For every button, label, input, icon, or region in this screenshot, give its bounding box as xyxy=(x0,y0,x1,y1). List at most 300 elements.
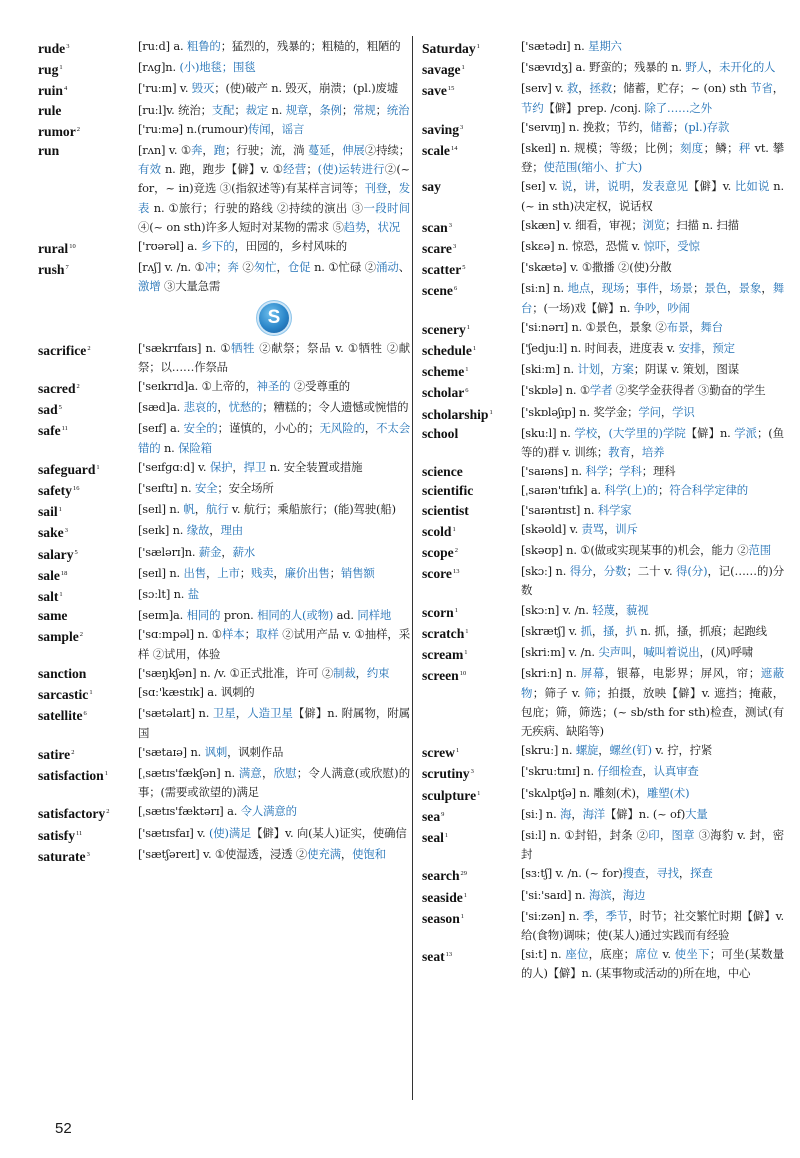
headword xyxy=(422,501,521,520)
definition xyxy=(521,762,784,781)
definition-text: ['seɪftɪ] n. xyxy=(138,481,195,496)
definition-text: n. ①旅行；行驶的路线 ②持续的演出 ③ xyxy=(149,200,364,215)
frequency-count: 5 xyxy=(58,404,62,412)
highlighted-meaning: 使范围(缩小、扩大) xyxy=(543,160,642,175)
definition xyxy=(521,424,784,462)
headword xyxy=(422,664,521,685)
highlighted-meaning: 悲哀的 xyxy=(183,400,218,415)
definition-text: ， xyxy=(594,908,606,923)
entry-sake xyxy=(38,521,410,542)
definition-text: ； xyxy=(607,464,620,479)
definition-text: ， xyxy=(262,765,274,780)
definition-text: ['seɪkrɪd]a. ①上帝的， xyxy=(138,379,257,394)
entry-scholarship xyxy=(422,403,784,424)
highlighted-meaning: 取样 xyxy=(255,627,279,642)
definition-text: [ˌsaɪən'tɪfɪk] a. xyxy=(521,483,605,498)
definition-text: ， xyxy=(761,281,773,296)
highlighted-meaning: (大学里的)学院 xyxy=(608,425,686,440)
headword xyxy=(38,521,138,542)
definition xyxy=(521,886,784,905)
definition-text: ；糟糕的；令人遗憾或惋惜的 xyxy=(262,400,409,415)
definition xyxy=(138,824,410,843)
frequency-count: 5 xyxy=(74,548,78,556)
highlighted-meaning: 藐视 xyxy=(626,602,649,617)
definition-text: ； xyxy=(239,565,251,580)
entry-scale xyxy=(422,139,784,177)
highlighted-meaning: 卫星 xyxy=(212,706,236,721)
highlighted-meaning: 匆忙 xyxy=(253,260,277,275)
definition-text: ；储蓄，贮存；~ (on) sth xyxy=(611,81,751,96)
definition xyxy=(138,419,410,457)
highlighted-meaning: 计划 xyxy=(577,362,600,377)
headword-text: season xyxy=(422,910,460,926)
definition-text: [skeɪl] n. 规模；等级；比例； xyxy=(521,141,680,156)
highlighted-meaning: 使饱和 xyxy=(352,846,386,861)
highlighted-meaning: 牺牲 xyxy=(231,340,256,355)
highlighted-meaning: 贱卖 xyxy=(250,565,274,580)
highlighted-meaning: 帆 xyxy=(183,502,195,517)
highlighted-meaning: 刻度 xyxy=(679,141,704,156)
entry-season xyxy=(422,907,784,945)
definition-text: 【僻】v. 向(某人)证实，使确信 xyxy=(251,825,407,840)
definition xyxy=(521,541,784,560)
entry-sea xyxy=(422,805,784,826)
headword-text: sale xyxy=(38,567,60,583)
headword xyxy=(422,403,521,424)
headword-text: run xyxy=(38,143,60,159)
definition-text: ['skruːtɪnɪ] n. xyxy=(521,764,598,779)
definition-text: ad. xyxy=(333,608,358,623)
definition-text: ['skætə] v. ①撒播 ②(使)分散 xyxy=(521,260,672,275)
highlighted-meaning: 不太会错的 xyxy=(138,421,410,455)
definition-text: ， xyxy=(707,60,720,75)
definition xyxy=(521,118,784,137)
definition-text: ②受尊重的 xyxy=(290,379,351,394)
definition-text: n. 抓，搔，抓痕；起跑线 xyxy=(636,623,767,638)
definition-text: [seɪm]a. xyxy=(138,608,187,623)
definition-text: ； xyxy=(306,162,318,177)
entry-salt xyxy=(38,585,410,606)
definition-text: [skəʊld] v. xyxy=(521,521,582,536)
highlighted-meaning: 图章 xyxy=(671,827,695,842)
entry-seaside xyxy=(422,886,784,907)
headword xyxy=(38,704,138,725)
headword-text: scatter xyxy=(422,262,462,278)
highlighted-meaning: 谣言 xyxy=(281,121,305,136)
definition-text: ， xyxy=(209,523,221,538)
headword xyxy=(38,824,138,845)
highlighted-meaning: 冲 xyxy=(204,260,217,275)
definition-text: v. 航行；乘船旅行；(能)驾驶(船) xyxy=(228,502,396,517)
highlighted-meaning: 受惊 xyxy=(677,239,700,254)
entry-rumor xyxy=(38,120,410,141)
definition-text: ['sætədɪ] n. xyxy=(521,39,589,53)
headword xyxy=(422,541,521,562)
definition-text: ③大量急需 xyxy=(160,279,221,294)
headword-text: scholarship xyxy=(422,406,489,422)
highlighted-meaning: 印 xyxy=(648,827,660,842)
highlighted-meaning: (使)运转进行 xyxy=(317,162,385,177)
highlighted-meaning: 现场 xyxy=(601,281,625,296)
highlighted-meaning: 海滨 xyxy=(589,887,612,902)
highlighted-meaning: 传闻 xyxy=(248,121,271,136)
definition xyxy=(521,562,784,600)
frequency-count: 1 xyxy=(477,789,481,797)
entry-saturday xyxy=(422,37,784,58)
highlighted-meaning: 方案 xyxy=(611,362,634,377)
definition-text: n. 安全装置或措施 xyxy=(266,459,363,474)
entry-sad xyxy=(38,398,410,419)
frequency-count: 1 xyxy=(89,689,93,697)
definition-text: ② xyxy=(238,260,254,275)
definition-text: ③海豹 v. 封，密封 xyxy=(521,827,784,862)
headword xyxy=(422,37,521,58)
highlighted-meaning: 培养 xyxy=(641,445,665,460)
definition-text: ；行驶；流，淌 xyxy=(225,143,309,158)
entry-sacred xyxy=(38,377,410,398)
entry-say xyxy=(422,177,784,215)
definition-text: ；二十 v. xyxy=(626,564,677,579)
definition-text: ， xyxy=(632,645,644,660)
frequency-count: 5 xyxy=(462,264,466,272)
definition-text: ；可坐(某数量的人)【僻】n. (某事物或活动的)所在地，中心 xyxy=(521,947,784,981)
entry-sacrifice xyxy=(38,339,410,377)
headword xyxy=(422,216,521,237)
headword-text: scold xyxy=(422,523,452,539)
frequency-count: 1 xyxy=(59,591,63,599)
headword xyxy=(422,360,521,381)
highlighted-meaning: 相同的人(或物) xyxy=(257,608,334,623)
headword-text: scorn xyxy=(422,604,454,620)
highlighted-meaning: 科学家 xyxy=(597,502,632,517)
frequency-count: 11 xyxy=(76,829,83,837)
headword-text: salt xyxy=(38,589,59,605)
entry-saturate xyxy=(38,845,410,866)
definition-text: ； xyxy=(341,102,354,117)
headword-text: sculpture xyxy=(422,787,477,803)
definition xyxy=(138,479,410,498)
definition xyxy=(138,141,410,237)
highlighted-meaning: 席位 xyxy=(634,947,659,962)
headword-text: seal xyxy=(422,829,444,845)
highlighted-meaning: 涌动 xyxy=(376,260,399,275)
headword xyxy=(422,562,521,583)
headword xyxy=(422,481,521,500)
definition xyxy=(138,458,410,477)
frequency-count: 13 xyxy=(445,951,453,959)
frequency-count: 14 xyxy=(450,145,458,153)
headword xyxy=(38,606,138,625)
entry-sarcastic xyxy=(38,683,410,704)
definition-text: ['skɒlə] n. ① xyxy=(521,383,590,398)
headword xyxy=(422,886,521,907)
headword xyxy=(38,101,138,120)
highlighted-meaning: 奔 xyxy=(191,143,203,158)
headword xyxy=(422,118,521,139)
definition-text: ['sæŋkʃən] n. /v. ①正式批准，许可 ② xyxy=(138,665,334,680)
definition xyxy=(521,216,784,235)
definition-text: [seɪv] v. xyxy=(521,81,567,96)
definition-text: ， xyxy=(340,846,353,861)
headword xyxy=(38,237,138,258)
highlighted-meaning: 喊叫着说出 xyxy=(643,645,700,660)
definition-text: 、 xyxy=(398,260,411,275)
definition-text: ；(一场)戏【僻】n. xyxy=(532,300,634,315)
frequency-count: 1 xyxy=(58,506,62,514)
headword-text: safety xyxy=(38,483,72,499)
entry-scan xyxy=(422,216,784,237)
definition xyxy=(521,403,784,422)
frequency-count: 1 xyxy=(460,912,465,920)
definition-text: ， xyxy=(276,260,288,275)
highlighted-meaning: 裁定 xyxy=(245,102,269,117)
highlighted-meaning: 季 xyxy=(582,908,595,923)
definition xyxy=(138,58,410,77)
headword xyxy=(38,79,138,100)
highlighted-meaning: 遮蔽物 xyxy=(521,666,785,700)
definition-text: ['sɑːmpəl] n. ① xyxy=(138,627,222,642)
highlighted-meaning: 科学(上)的 xyxy=(604,483,659,498)
highlighted-meaning: 科学 xyxy=(585,464,608,479)
highlighted-meaning: 浏览 xyxy=(642,217,666,232)
headword xyxy=(38,120,138,141)
definition xyxy=(138,585,410,604)
headword xyxy=(38,419,138,440)
definition xyxy=(138,258,410,296)
definition-text: [ˌsætɪs'fæktərɪ] a. xyxy=(138,804,241,819)
definition-text: ，时节；社交繁忙时期【僻】v. 给(食物)调味；使(某人)通过实践而有经验 xyxy=(521,908,784,942)
definition-text: ['seɪfɡɑːd] v. xyxy=(138,459,210,474)
definition xyxy=(521,622,784,641)
highlighted-meaning: (使)满足 xyxy=(208,825,252,840)
highlighted-meaning: 大量 xyxy=(685,806,708,821)
frequency-count: 1 xyxy=(465,627,469,635)
entry-rug xyxy=(38,58,410,79)
definition xyxy=(138,101,410,120)
definition-text: [sɜːtʃ] v. /n. (~ for) xyxy=(521,866,623,881)
definition-text: ； xyxy=(329,565,341,580)
highlighted-meaning: 野人 xyxy=(685,60,708,75)
headword-text: scientific xyxy=(422,483,474,499)
definition-text: ， xyxy=(364,421,377,436)
definition-text: [siːl] n. ①封铅，封条 ② xyxy=(521,827,649,842)
headword xyxy=(38,664,138,683)
page-number: 52 xyxy=(55,1120,72,1137)
frequency-count: 7 xyxy=(65,264,69,272)
highlighted-meaning: 保险箱 xyxy=(178,440,212,455)
definition xyxy=(521,360,784,379)
highlighted-meaning: 制裁 xyxy=(333,665,356,680)
definition xyxy=(521,237,784,256)
highlighted-meaning: 地点 xyxy=(567,281,591,296)
definition xyxy=(138,802,410,821)
definition-text: [seɪk] n. xyxy=(138,523,187,538)
entry-satellite xyxy=(38,704,410,742)
frequency-count: 1 xyxy=(454,606,458,614)
highlighted-meaning: 安排 xyxy=(678,341,702,356)
definition-text: ， xyxy=(630,179,643,194)
highlighted-meaning: 探查 xyxy=(690,866,713,881)
highlighted-meaning: 航行 xyxy=(205,502,229,517)
headword xyxy=(38,398,138,419)
highlighted-meaning: 上市 xyxy=(217,565,240,580)
frequency-count: 3 xyxy=(86,850,90,858)
entry-school xyxy=(422,424,784,462)
entry-satisfactory xyxy=(38,802,410,823)
highlighted-meaning: 搔 xyxy=(603,623,615,638)
definition-text: ， xyxy=(308,102,320,117)
highlighted-meaning: 伸展 xyxy=(342,143,365,158)
definition-text: ['saɪəntɪst] n. xyxy=(521,502,598,517)
headword-text: rural xyxy=(38,241,69,257)
headword-text: sea xyxy=(422,808,441,824)
headword-text: rude xyxy=(38,41,66,56)
headword xyxy=(422,279,521,300)
definition xyxy=(138,120,410,139)
headword xyxy=(422,79,521,100)
column-divider xyxy=(412,36,413,1100)
definition-text: [skɔː] n. xyxy=(521,564,570,579)
highlighted-meaning: 分数 xyxy=(603,564,627,579)
headword-text: safe xyxy=(38,423,61,439)
definition-text: [ruːd] a. xyxy=(138,39,187,53)
definition xyxy=(521,339,784,358)
definition-text: ， xyxy=(630,445,642,460)
definition-text: 【僻】v. xyxy=(688,179,735,194)
headword-text: sail xyxy=(38,504,58,520)
definition-text: n. xyxy=(160,440,179,455)
definition-text: vt. 攀登； xyxy=(521,141,785,175)
frequency-count: 3 xyxy=(448,221,452,229)
headword-text: say xyxy=(422,179,441,195)
highlighted-meaning: 未开化的人 xyxy=(719,60,776,75)
definition xyxy=(138,564,410,583)
definition-text: ['sætəlaɪt] n. xyxy=(138,706,213,721)
highlighted-meaning: 筛 xyxy=(584,685,597,700)
frequency-count: 3 xyxy=(470,768,474,776)
highlighted-meaning: 舞台 xyxy=(700,319,723,334)
highlighted-meaning: 满意 xyxy=(238,765,262,780)
definition-text: ['ruːmə] n.(rumour) xyxy=(138,121,249,136)
headword-text: save xyxy=(422,83,447,99)
definition-text: ， xyxy=(592,564,604,579)
definition-text: ['sætɪsfaɪ] v. xyxy=(138,825,209,840)
frequency-count: 1 xyxy=(96,463,100,471)
definition-text: ； xyxy=(672,119,685,134)
headword xyxy=(422,258,521,279)
highlighted-meaning: 符合科学定律的 xyxy=(669,483,748,498)
highlighted-meaning: 轻蔑 xyxy=(592,602,615,617)
highlighted-meaning: 学者 xyxy=(589,383,613,398)
highlighted-meaning: 节约 xyxy=(521,100,544,115)
headword-text: satellite xyxy=(38,708,83,724)
headword xyxy=(38,500,138,521)
frequency-count: 15 xyxy=(447,85,455,93)
headword-text: savage xyxy=(422,62,461,78)
definition-text: ，银幕，电影界；屏风，帘； xyxy=(604,666,761,681)
frequency-count: 3 xyxy=(64,527,68,535)
entry-safety xyxy=(38,479,410,500)
headword-text: science xyxy=(422,464,463,480)
headword-text: sarcastic xyxy=(38,687,89,703)
headword-text: scientist xyxy=(422,502,469,518)
headword-text: scratch xyxy=(422,625,465,641)
highlighted-meaning: 常规 xyxy=(353,102,376,117)
definition xyxy=(521,784,784,803)
definition-text: n. xyxy=(268,102,286,117)
headword xyxy=(38,37,138,58)
definition-text: ， xyxy=(202,143,214,158)
definition-text: [skɛə] n. 惊恐，恐慌 v. xyxy=(521,239,644,254)
definition xyxy=(138,500,410,519)
entry-rule xyxy=(38,101,410,120)
definition-text: ， xyxy=(599,362,612,377)
highlighted-meaning: 景象 xyxy=(738,281,762,296)
definition-text: [skrætʃ] v. xyxy=(521,623,581,638)
headword-text: screen xyxy=(422,668,459,684)
frequency-count: 6 xyxy=(83,710,87,718)
highlighted-meaning: 认真审查 xyxy=(653,764,699,779)
headword xyxy=(422,907,521,928)
headword xyxy=(38,743,138,764)
definition-text: ， xyxy=(642,764,654,779)
headword-text: same xyxy=(38,608,68,624)
entry-same xyxy=(38,606,410,625)
entry-rude xyxy=(38,37,410,58)
headword-text: rule xyxy=(38,102,62,118)
highlighted-meaning: 节省 xyxy=(750,81,773,96)
definition-text: ['ʃedjuːl] n. 时间表，进度表 v. xyxy=(521,341,679,356)
highlighted-meaning: 支配 xyxy=(211,102,235,117)
highlighted-meaning: 救 xyxy=(567,81,579,96)
highlighted-meaning: 发表 xyxy=(138,181,410,215)
headword-text: schedule xyxy=(422,343,472,359)
definition-text: ②献祭；祭品 v. ①牺牲 ②献祭；以……作祭品 xyxy=(138,340,410,374)
section-letter: S xyxy=(259,303,289,333)
frequency-count: 1 xyxy=(463,891,468,899)
definition-text: ， xyxy=(701,341,713,356)
entry-screw xyxy=(422,741,784,762)
entry-scheme xyxy=(422,360,784,381)
definition-text: ， xyxy=(221,544,233,559)
highlighted-meaning: 同样地 xyxy=(357,608,392,623)
definition-text: [skuːl] n. xyxy=(521,425,575,440)
highlighted-meaning: 安全的 xyxy=(183,421,218,436)
frequency-count: 2 xyxy=(79,631,84,639)
frequency-count: 1 xyxy=(461,64,465,72)
highlighted-meaning: 理由 xyxy=(220,523,243,538)
headword-text: rush xyxy=(38,262,65,278)
highlighted-meaning: 学问 xyxy=(638,404,661,419)
headword-text: ruin xyxy=(38,83,63,99)
definition-text: ，底座； xyxy=(588,947,635,962)
entry-search xyxy=(422,864,784,885)
definition-text: [siːn] n. xyxy=(521,281,568,296)
highlighted-meaning: 抓 xyxy=(580,623,592,638)
headword xyxy=(422,784,521,805)
highlighted-meaning: 统治 xyxy=(386,102,410,117)
definition-text: [rʌn] v. ① xyxy=(138,143,192,158)
headword xyxy=(422,339,521,360)
headword-text: scrutiny xyxy=(422,766,470,782)
headword-text: satisfaction xyxy=(38,767,104,783)
headword xyxy=(38,683,138,704)
definition-text: ；拍摄，放映【僻】v. 遮挡；掩蔽，包庇；筛，筛选；(~ sb/sth for sth)检查，测试(有无疾病、缺陷等) xyxy=(521,685,785,738)
headword-text: seat xyxy=(422,949,445,965)
frequency-count: 3 xyxy=(452,243,457,251)
headword xyxy=(38,258,138,279)
entry-ruin xyxy=(38,79,410,100)
